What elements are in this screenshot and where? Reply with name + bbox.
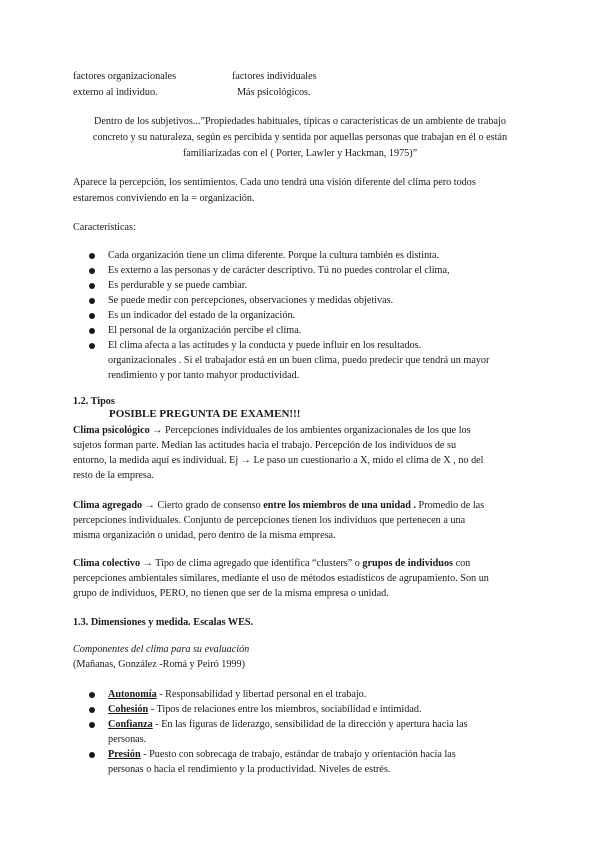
exam-warning: POSIBLE PREGUNTA DE EXAMEN!!! [109, 408, 301, 420]
list-item-continuation: organizacionales . Si el trabajador está en un buen clima, puedo predecir que tendrá un mayor [108, 355, 490, 366]
clima-colectivo-line [73, 557, 470, 571]
section-heading-dimensiones: 1.3. Dimensiones y medida. Escalas WES. [73, 617, 254, 628]
bullet-icon [89, 343, 95, 349]
clima-psicologico-line [73, 424, 471, 438]
desc-presion: - Puesto con sobrecaga de trabajo, estándar de trabajo y orientación hacia las [140, 749, 456, 760]
list-item: El clima afecta a las actitudes y la conducta y puede influir en los resultados. [108, 340, 422, 351]
intro-col2-line2: Más psicológicos. [237, 87, 311, 98]
clima-colectivo-bold: grupos de individuos [362, 558, 454, 569]
list-item-presion [108, 748, 456, 762]
clima-colectivo-end: con [453, 558, 471, 569]
clima-agregado-bold: entre los miembros de una unidad . [263, 500, 416, 511]
list-item: Es perdurable y se puede cambiar. [108, 280, 248, 291]
list-item-continuation: rendimiento y por tanto mahyor productividad. [108, 370, 300, 381]
bullet-icon [89, 313, 95, 319]
quote-line: concreto y su naturaleza, según es percibida y sentida por aquellas personas que trabajan en él o están [92, 132, 508, 143]
term-presion: Presión [108, 749, 141, 760]
perception-line: Aparece la percepción, los sentimientos. Cada uno tendrá una visión diferente del clima pero todos [73, 177, 476, 188]
desc-cohesion: - Tipos de relaciones entre los miembros, sociabilidad e intimidad. [148, 704, 422, 715]
bullet-icon [89, 268, 95, 274]
list-item: Es externo a las personas y de carácter descriptivo. Tú no puedes controlar el clima, [108, 265, 450, 276]
list-item-continuation: personas. [108, 734, 147, 745]
bullet-icon [89, 328, 95, 334]
citation: (Mañanas, González -Romá y Peiró 1999) [73, 659, 246, 670]
clima-psicologico-line: resto de la empresa. [73, 470, 154, 481]
intro-col1-line1: factores organizacionales [73, 71, 177, 82]
clima-colectivo-line: grupo de individuos, PERO, no tienen que ser de la misma empresa o unidad. [73, 588, 389, 599]
desc-autonomia: - Responsabilidad y libertad personal en el trabajo. [156, 689, 367, 700]
components-title: Componentes del clima para su evaluación [73, 644, 250, 655]
clima-psicologico-line: entorno, la medida aquí es individual. Ej → Le paso un cuestionario a X, mido el clima de X , no del [73, 455, 484, 466]
clima-psicologico-line: sujetos forman parte. Median las actitudes hacia el trabajo. Percepción de los individuos de su [73, 440, 457, 451]
list-item: Es un indicador del estado de la organización. [108, 310, 296, 321]
bullet-icon [89, 692, 95, 698]
clima-agregado-line [73, 499, 484, 513]
clima-agregado-term: Clima agregado [73, 500, 143, 511]
clima-agregado-end: Promedio de las [415, 500, 485, 511]
clima-colectivo-text: → Tipo de clima agregado que identifica “clusters” o [140, 558, 363, 569]
characteristics-title: Características: [73, 222, 136, 233]
list-item-continuation: personas o hacia el rendimiento y la productividad. Niveles de estrés. [108, 764, 391, 775]
quote-line: familiarizadas con el ( Porter, Lawler y Hackman, 1975)” [182, 148, 418, 159]
perception-line: estaremos conviviendo en la = organización. [73, 193, 255, 204]
bullet-icon [89, 722, 95, 728]
clima-colectivo-line: percepciones ambientales similares, mediante el uso de métodos estadísticos de agrupamiento. Son un [73, 573, 489, 584]
clima-agregado-line: percepciones individuales. Conjunto de percepciones tienen los individuos que pertenecen a una [73, 515, 466, 526]
list-item-autonomia [108, 688, 366, 702]
term-cohesion: Cohesión [108, 704, 149, 715]
bullet-icon [89, 752, 95, 758]
bullet-icon [89, 298, 95, 304]
bullet-icon [89, 253, 95, 259]
clima-psicologico-term: Clima psicológico [73, 425, 150, 436]
list-item: Cada organización tiene un clima diferente. Porque la cultura también es distinta. [108, 250, 440, 261]
bullet-icon [89, 283, 95, 289]
clima-agregado-line: misma organización o unidad, pero dentro de la misma empresa. [73, 530, 336, 541]
section-heading-tipos: 1.2. Tipos [73, 396, 115, 407]
list-item-cohesion [108, 703, 422, 717]
clima-agregado-text: → Cierto grado de consenso [142, 500, 264, 511]
quote-line: Dentro de los subjetivos...”Propiedades habituales, típicas o características de un ambiente de trabajo [94, 116, 506, 127]
list-item: El personal de la organización percibe el clima. [108, 325, 302, 336]
desc-confianza: - En las figuras de liderazgo, sensibilidad de la dirección y apertura hacia las [152, 719, 468, 730]
intro-col1-line2: externo al individuo. [73, 87, 158, 98]
term-confianza: Confianza [108, 719, 153, 730]
list-item-confianza [108, 718, 468, 732]
term-autonomia: Autonomía [108, 689, 157, 700]
list-item: Se puede medir con percepciones, observaciones y medidas objetivas. [108, 295, 394, 306]
intro-col2-line1: factores individuales [232, 71, 317, 82]
clima-psicologico-text: → Percepciones individuales de los ambientes organizacionales de los que los [149, 425, 471, 436]
bullet-icon [89, 707, 95, 713]
clima-colectivo-term: Clima colectivo [73, 558, 141, 569]
